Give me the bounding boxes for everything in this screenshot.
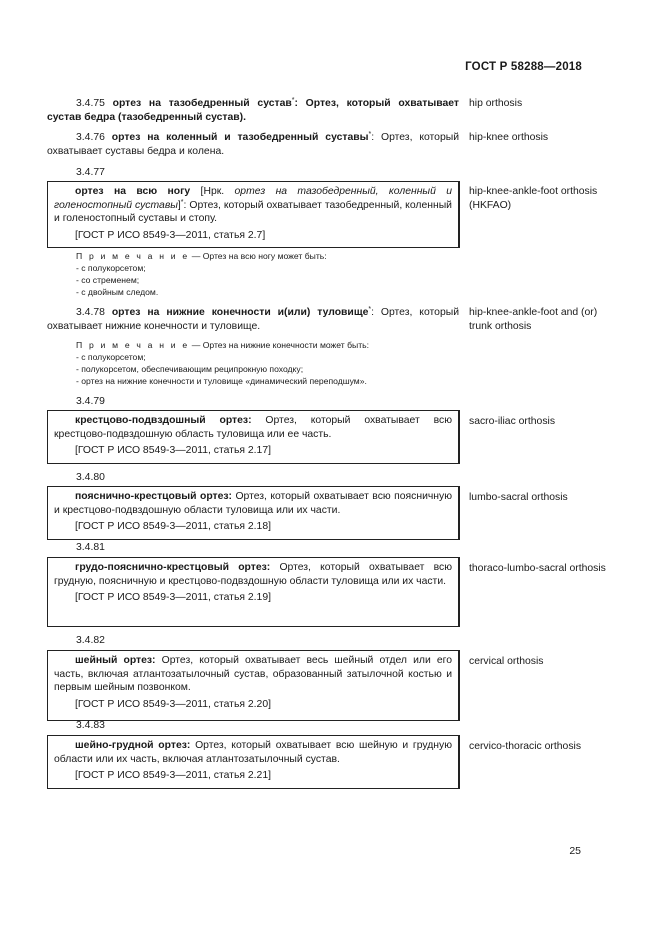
entry-3-4-81 bbox=[47, 557, 460, 627]
entry-source: [ГОСТ Р ИСО 8549-3—2011, статья 2.19] bbox=[75, 592, 271, 604]
entry-number: 3.4.83 bbox=[76, 720, 105, 731]
note-item: - с полукорсетом; bbox=[76, 263, 146, 273]
english-term: sacro-iliac orthosis bbox=[469, 416, 556, 427]
entry-source: [ГОСТ Р ИСО 8549-3—2011, статья 2.20] bbox=[75, 698, 271, 710]
entry-term: ортез на всю ногу bbox=[75, 186, 191, 197]
note-3-4-78 bbox=[76, 339, 466, 387]
entry-source: [ГОСТ Р ИСО 8549-3—2011, статья 2.7] bbox=[75, 229, 266, 241]
entry-definition: Ортез, который охватывает всю шейную и грудную области или их часть, включая атлантозатылочный сустав. bbox=[54, 740, 452, 765]
english-term: hip-knee-ankle-foot orthosis (HKFAO) bbox=[469, 186, 598, 211]
entry-3-4-77 bbox=[47, 181, 460, 248]
entry-definition: Ортез, который охватывает всю грудную, поясничную и крестцово-подвздошную области туловища или их части. bbox=[54, 562, 452, 587]
entry-number: 3.4.77 bbox=[76, 167, 105, 178]
english-term: hip-knee-ankle-foot and (or) trunk orthosis bbox=[469, 307, 598, 332]
note-label: П р и м е ч а н и е bbox=[76, 251, 190, 261]
note-item: - с полукорсетом; bbox=[76, 352, 146, 362]
entry-definition: Ортез, который охватывает всю крестцово-подвздошную область туловища или ее часть. bbox=[54, 415, 452, 440]
english-term: cervico-thoracic orthosis bbox=[469, 741, 582, 752]
entry-source: [ГОСТ Р ИСО 8549-3—2011, статья 2.18] bbox=[75, 521, 271, 533]
note-item: - полукорсетом, обеспечивающим реципрокную походку; bbox=[76, 364, 304, 374]
english-term: thoraco-lumbo-sacral orthosis bbox=[469, 563, 606, 574]
entry-number: 3.4.76 bbox=[76, 132, 105, 143]
entry-term: шейный ортез: bbox=[75, 655, 156, 666]
entry-term: крестцово-подвздошный ортез: bbox=[75, 415, 252, 426]
document-id: ГОСТ Р 58288—2018 bbox=[465, 61, 582, 73]
page-number: 25 bbox=[569, 845, 581, 857]
note-label: П р и м е ч а н и е bbox=[76, 340, 190, 350]
alt-prefix: [Нрк. bbox=[190, 186, 235, 197]
entry-source: [ГОСТ Р ИСО 8549-3—2011, статья 2.21] bbox=[75, 770, 271, 782]
deprecated-term: ортез на тазобедренный, коленный и голеностопный суставы bbox=[54, 186, 452, 211]
entry-number: 3.4.78 bbox=[76, 307, 105, 318]
entry-number: 3.4.79 bbox=[76, 396, 105, 407]
entry-definition: Ортез, который охватывает весь шейный отдел или его часть, включая атлантозатылочный сустав, образованный затылочной костью и первым шейным позвонком. bbox=[54, 655, 452, 694]
entry-term: грудо-пояснично-крестцовый ортез: bbox=[75, 562, 271, 573]
entry-3-4-82 bbox=[47, 650, 460, 721]
entry-number: 3.4.80 bbox=[76, 472, 105, 483]
footnote-mark: * bbox=[291, 97, 295, 104]
entry-definition: : Ортез, который охватывает сустав бедра (тазобедренный сустав). bbox=[47, 98, 459, 123]
note-item: - с двойным следом. bbox=[76, 287, 159, 297]
alt-suffix: ] bbox=[177, 199, 181, 211]
footnote-mark: * bbox=[368, 131, 372, 138]
english-term: cervical orthosis bbox=[469, 656, 544, 667]
entry-3-4-83 bbox=[47, 735, 460, 789]
entry-number: 3.4.81 bbox=[76, 542, 105, 553]
english-term: hip orthosis bbox=[469, 98, 523, 109]
note-text: — Ортез на всю ногу может быть: bbox=[189, 251, 327, 261]
entry-number: 3.4.82 bbox=[76, 635, 105, 646]
entry-3-4-76 bbox=[47, 131, 459, 158]
entry-term: ортез на коленный и тазобедренный суставы bbox=[111, 132, 369, 143]
entry-term: ортез на тазобедренный сустав bbox=[112, 98, 292, 109]
note-3-4-77 bbox=[76, 250, 466, 298]
entry-3-4-78 bbox=[47, 306, 459, 333]
footnote-mark: * bbox=[180, 198, 184, 206]
note-item: - со стременем; bbox=[76, 275, 140, 285]
entry-source: [ГОСТ Р ИСО 8549-3—2011, статья 2.17] bbox=[75, 445, 271, 457]
entry-definition: : Ортез, который охватывает суставы бедра и колена. bbox=[47, 132, 460, 157]
entry-3-4-79 bbox=[47, 410, 460, 464]
note-text: — Ортез на нижние конечности может быть: bbox=[189, 340, 370, 350]
english-term: lumbo-sacral orthosis bbox=[469, 492, 568, 503]
note-item: - ортез на нижние конечности и туловище «динамический переподшум». bbox=[76, 376, 367, 386]
entry-definition: : Ортез, который охватывает тазобедренный, коленный и голеностопный суставы и стопу. bbox=[54, 199, 452, 225]
entry-definition: Ортез, который охватывает всю поясничную и крестцово-подвздошную области туловища или их части. bbox=[54, 491, 453, 516]
entry-definition: : Ортез, который охватывает нижние конечности и туловище. bbox=[47, 307, 459, 332]
entry-3-4-75 bbox=[47, 97, 459, 124]
entry-3-4-80 bbox=[47, 486, 460, 540]
entry-number: 3.4.75 bbox=[76, 98, 105, 109]
footnote-mark: * bbox=[368, 306, 372, 313]
entry-term: шейно-грудной ортез: bbox=[75, 740, 191, 751]
entry-term: пояснично-крестцовый ортез: bbox=[75, 491, 233, 502]
english-term: hip-knee orthosis bbox=[469, 132, 549, 143]
entry-term: ортез на нижние конечности и(или) туловище bbox=[111, 307, 369, 318]
